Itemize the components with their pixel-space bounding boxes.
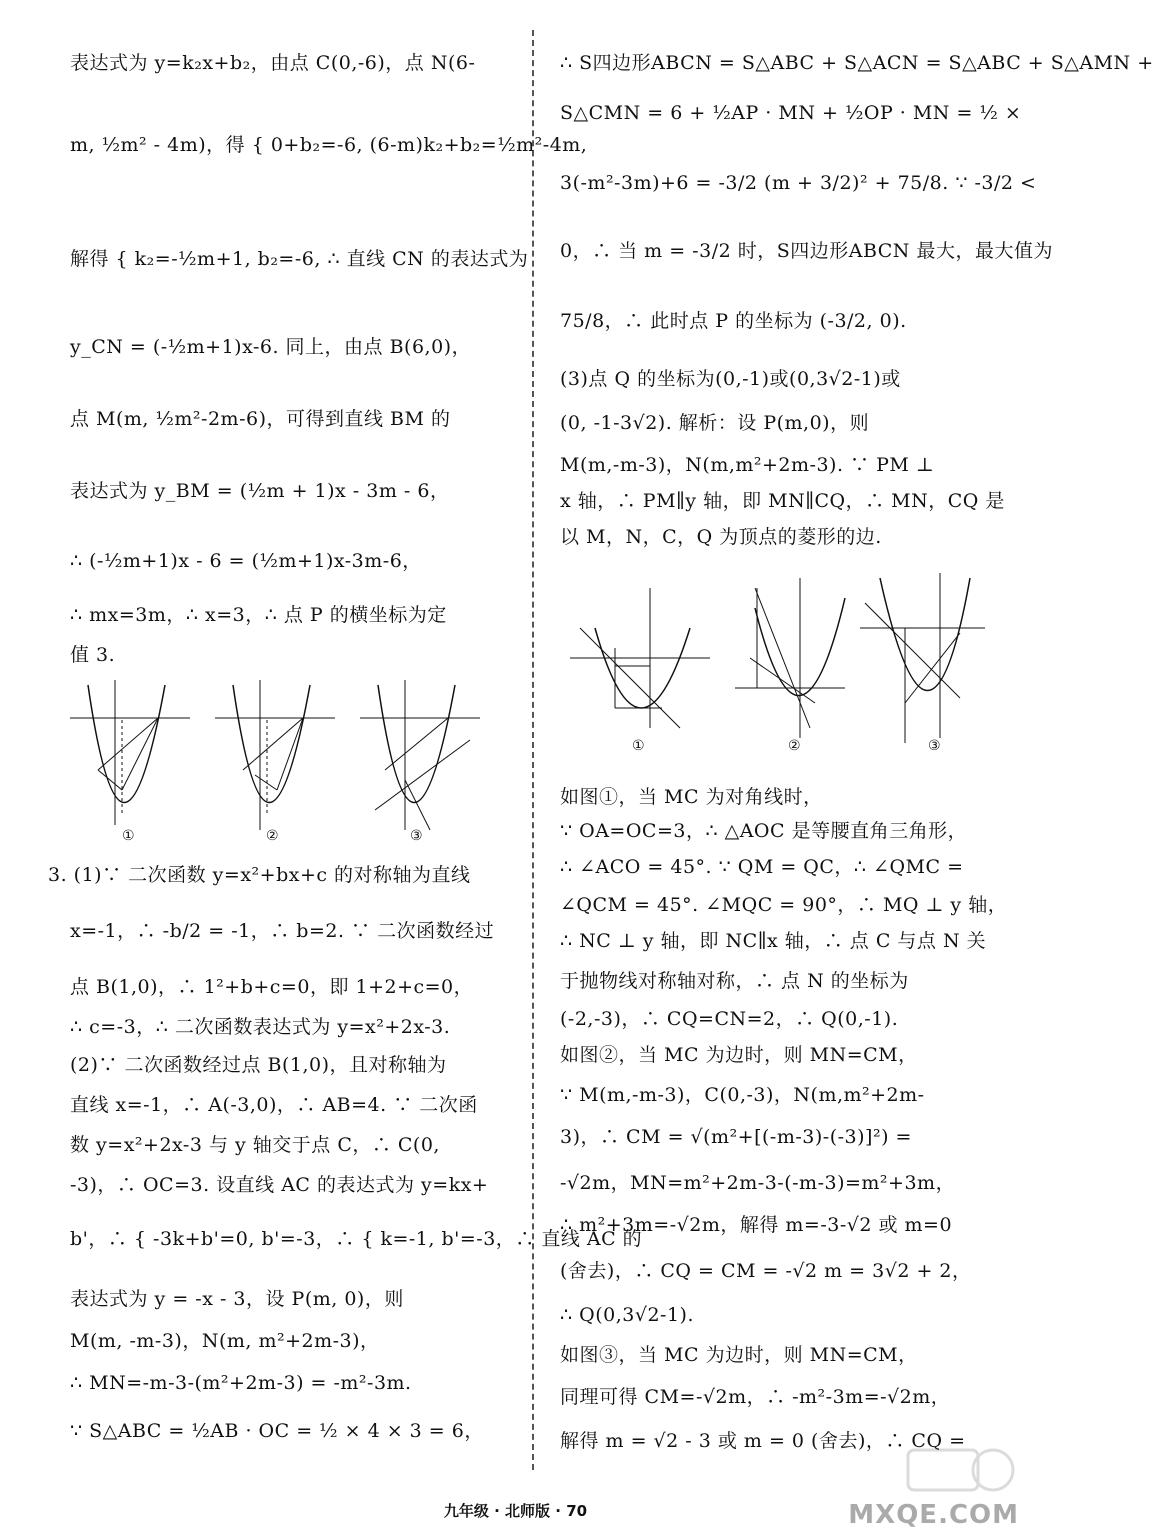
text-line: 直线 x=-1，∴ A(-3,0)，∴ AB=4. ∵ 二次函 (70, 1094, 478, 1116)
text-line: 点 M(m, ½m²-2m-6)，可得到直线 BM 的 (70, 408, 451, 430)
text-line: 3(-m²-3m)+6 = -3/2 (m + 3/2)² + 75/8. ∵ -3/2 < (560, 172, 1037, 194)
text-line: 75/8，∴ 此时点 P 的坐标为 (-3/2, 0). (560, 310, 907, 332)
text-line: 解得 { k₂=-½m+1, b₂=-6, ∴ 直线 CN 的表达式为 (70, 248, 529, 270)
watermark-text: MXQE.COM (848, 1500, 1019, 1530)
text-line: 数 y=x²+2x-3 与 y 轴交于点 C，∴ C(0, (70, 1134, 440, 1156)
text-line: ∴ NC ⊥ y 轴，即 NC∥x 轴，∴ 点 C 与点 N 关 (560, 930, 987, 952)
text-line: ∠QCM = 45°. ∠MQC = 90°，∴ MQ ⊥ y 轴， (560, 894, 1008, 916)
parabola-diagram (735, 578, 855, 748)
text-line: ∴ Q(0,3√2-1). (560, 1304, 694, 1326)
figure-parabola-2 (215, 680, 345, 844)
text-line: 解得 m = √2 - 3 或 m = 0 (舍去)，∴ CQ = (560, 1430, 966, 1452)
text-line: 点 B(1,0)，∴ 1²+b+c=0，即 1+2+c=0， (70, 976, 474, 998)
text-line: 表达式为 y = -x - 3，设 P(m, 0)，则 (70, 1288, 404, 1310)
text-line: ∴ S四边形ABCN = S△ABC + S△ACN = S△ABC + S△AMN + (560, 52, 1154, 74)
text-line: 值 3. (70, 644, 116, 666)
figure-label: ③ (410, 828, 423, 844)
text-line: ∴ MN=-m-3-(m²+2m-3) = -m²-3m. (70, 1372, 412, 1394)
figure-parabola-3 (360, 680, 500, 844)
text-line: S△CMN = 6 + ½AP · MN + ½OP · MN = ½ × (560, 102, 1022, 124)
figure-rhombus-3 (860, 573, 1000, 747)
column-divider (532, 30, 534, 1470)
text-line: m, ½m² - 4m)，得 { 0+b₂=-6, (6-m)k₂+b₂=½m²-4m, (70, 134, 588, 156)
text-line: x=-1，∴ -b/2 = -1，∴ b=2. ∵ 二次函数经过 (70, 920, 495, 942)
text-line: ∴ c=-3，∴ 二次函数表达式为 y=x²+2x-3. (70, 1016, 451, 1038)
text-line: 如图③，当 MC 为边时，则 MN=CM， (560, 1344, 918, 1366)
text-line: 0，∴ 当 m = -3/2 时，S四边形ABCN 最大，最大值为 (560, 240, 1053, 262)
text-line: ∵ M(m,-m-3)，C(0,-3)，N(m,m²+2m- (560, 1084, 925, 1106)
figure-rhombus-1 (570, 588, 720, 742)
text-line: 3. (1)∵ 二次函数 y=x²+bx+c 的对称轴为直线 (48, 864, 471, 886)
text-line: (-2,-3)，∴ CQ=CN=2，∴ Q(0,-1). (560, 1008, 899, 1030)
text-line: -√2m，MN=m²+2m-3-(-m-3)=m²+3m， (560, 1172, 956, 1194)
text-line: ∴ mx=3m，∴ x=3，∴ 点 P 的横坐标为定 (70, 604, 447, 626)
text-line: x 轴，∴ PM∥y 轴，即 MN∥CQ，∴ MN，CQ 是 (560, 490, 1005, 512)
parabola-diagram (70, 680, 200, 840)
text-line: 如图②，当 MC 为边时，则 MN=CM， (560, 1044, 918, 1066)
text-line: ∴ (-½m+1)x - 6 = (½m+1)x-3m-6， (70, 550, 422, 572)
page-footer: 九年级 · 北师版 · 70 (443, 1502, 588, 1520)
text-line: 表达式为 y_BM = (½m + 1)x - 3m - 6， (70, 480, 450, 502)
text-line: M(m,-m-3)，N(m,m²+2m-3). ∵ PM ⊥ (560, 454, 935, 476)
text-line: ∴ m²+3m=-√2m，解得 m=-3-√2 或 m=0 (560, 1214, 953, 1236)
figure-label: ③ (928, 738, 941, 754)
figure-label: ② (266, 828, 279, 844)
parabola-diagram (570, 588, 720, 738)
text-line: ∵ S△ABC = ½AB · OC = ½ × 4 × 3 = 6， (70, 1420, 484, 1442)
text-line: (2)∵ 二次函数经过点 B(1,0)，且对称轴为 (70, 1054, 447, 1076)
parabola-diagram (215, 680, 345, 840)
figure-rhombus-2 (735, 578, 855, 752)
figure-label: ① (632, 738, 645, 754)
text-line: 3)，∴ CM = √(m²+[(-m-3)-(-3)]²) = (560, 1126, 912, 1148)
text-line: 同理可得 CM=-√2m，∴ -m²-3m=-√2m， (560, 1386, 951, 1408)
text-line: 于抛物线对称轴对称，∴ 点 N 的坐标为 (560, 970, 909, 992)
figure-label: ① (122, 828, 135, 844)
text-line: M(m, -m-3)，N(m, m²+2m-3)， (70, 1330, 380, 1352)
figure-label: ② (788, 738, 801, 754)
text-line: 如图①，当 MC 为对角线时， (560, 786, 823, 808)
text-line: ∴ ∠ACO = 45°. ∵ QM = QC，∴ ∠QMC = (560, 856, 964, 878)
text-line: ∵ OA=OC=3，∴ △AOC 是等腰直角三角形， (560, 820, 968, 842)
text-line: y_CN = (-½m+1)x-6. 同上，由点 B(6,0)， (70, 336, 472, 358)
parabola-diagram (860, 573, 1000, 743)
text-line: 以 M，N，C，Q 为顶点的菱形的边. (560, 526, 882, 548)
figure-parabola-1 (70, 680, 200, 844)
text-line: -3)，∴ OC=3. 设直线 AC 的表达式为 y=kx+ (70, 1174, 489, 1196)
text-line: (0, -1-3√2). 解析：设 P(m,0)，则 (560, 412, 870, 434)
text-line: (舍去)，∴ CQ = CM = -√2 m = 3√2 + 2， (560, 1260, 972, 1282)
text-line: b'，∴ { -3k+b'=0, b'=-3，∴ { k=-1, b'=-3，∴ 直线 AC 的 (70, 1228, 643, 1250)
text-line: 表达式为 y=k₂x+b₂，由点 C(0,-6)，点 N(6- (70, 52, 476, 74)
text-line: (3)点 Q 的坐标为(0,-1)或(0,3√2-1)或 (560, 368, 901, 390)
parabola-diagram (360, 680, 500, 840)
